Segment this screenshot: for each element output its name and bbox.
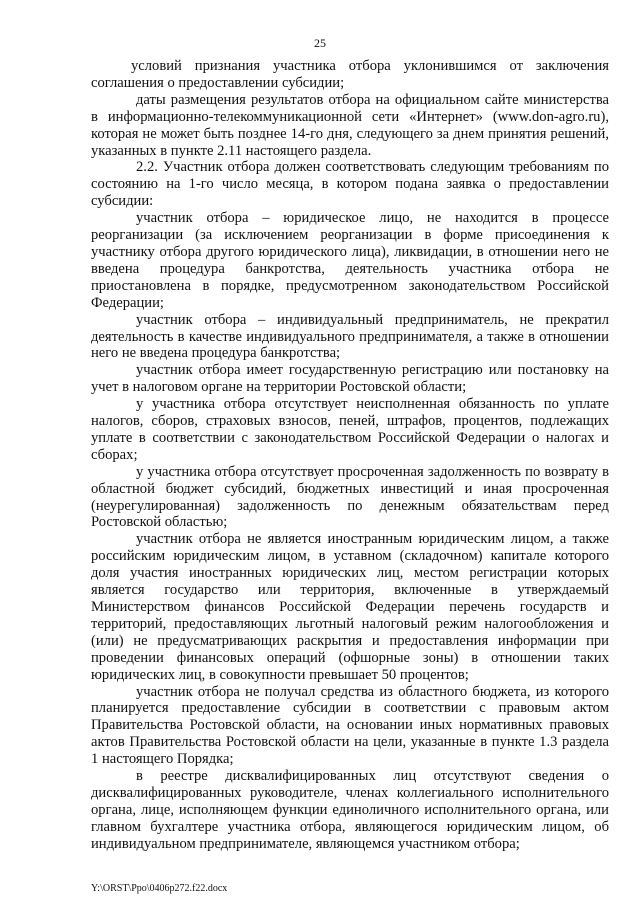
paragraph: участник отбора – юридическое лицо, не находится в процессе реорганизации (за исключением реорганизации в форме присоединения к участнику отбора другого юридического лица), ликвидации, в отношении него не введена процедура банкротства, деятельность участника отбора не приостановлена в порядке, предусмотренном законодательством Российской Федерации; xyxy=(91,210,609,311)
paragraph: условий признания участника отбора уклонившимся от заключения соглашения о предоставлении субсидии; xyxy=(91,58,609,91)
paragraph-section-2-2: 2.2. Участник отбора должен соответствовать следующим требованиям по состоянию на 1-го число месяца, в котором подана заявка о предоставлении субсидии: xyxy=(91,159,609,210)
footer-file-path: Y:\ORST\Ppo\0406p272.f22.docx xyxy=(91,883,228,894)
paragraph: даты размещения результатов отбора на официальном сайте министерства в информационно-телекоммуникационной сети «Интернет» (www.don-agro.ru), которая не может быть позднее 14-го дня, следующего за днем принятия решений, указанных в пункте 2.11 настоящего раздела. xyxy=(91,91,609,159)
page-number: 25 xyxy=(314,36,326,50)
document-body xyxy=(91,58,609,853)
paragraph: участник отбора не является иностранным юридическим лицом, а также российским юридическим лицом, в уставном (складочном) капитале которого доля участия иностранных юридических лиц, местом регистрации которых является государство или территория, включенные в утверждаемый Министерством финансов Российской Федерации перечень государств и территорий, предоставляющих льготный налоговый режим налогообложения и (или) не предусматривающих раскрытия и предоставления информации при проведении финансовых операций (офшорные зоны) в отношении таких юридических лиц, в совокупности превышает 50 процентов; xyxy=(91,531,609,683)
paragraph: у участника отбора отсутствует просроченная задолженность по возврату в областной бюджет субсидий, бюджетных инвестиций и иная просроченная (неурегулированная) задолженность по денежным обязательствам перед Ростовской областью; xyxy=(91,463,609,531)
paragraph: в реестре дисквалифицированных лиц отсутствуют сведения о дисквалифицированных руководителе, членах коллегиального исполнительного органа, лице, исполняющем функции единоличного исполнительного органа, или главном бухгалтере участника отбора, являющегося юридическим лицом, об индивидуальном предпринимателе, являющемся участником отбора; xyxy=(91,768,609,852)
paragraph: участник отбора – индивидуальный предприниматель, не прекратил деятельность в качестве индивидуального предпринимателя, а также в отношении него не введена процедура банкротства; xyxy=(91,311,609,362)
paragraph: у участника отбора отсутствует неисполненная обязанность по уплате налогов, сборов, страховых взносов, пеней, штрафов, процентов, подлежащих уплате в соответствии с законодательством Российской Федерации о налогах и сборах; xyxy=(91,396,609,463)
paragraph: участник отбора имеет государственную регистрацию или постановку на учет в налоговом органе на территории Ростовской области; xyxy=(91,362,609,396)
paragraph: участник отбора не получал средства из областного бюджета, из которого планируется предоставление субсидии в соответствии с правовым актом Правительства Ростовской области, на основании иных нормативных правовых актов Правительства Ростовской области на цели, указанные в пункте 1.3 раздела 1 настоящего Порядка; xyxy=(91,683,609,768)
